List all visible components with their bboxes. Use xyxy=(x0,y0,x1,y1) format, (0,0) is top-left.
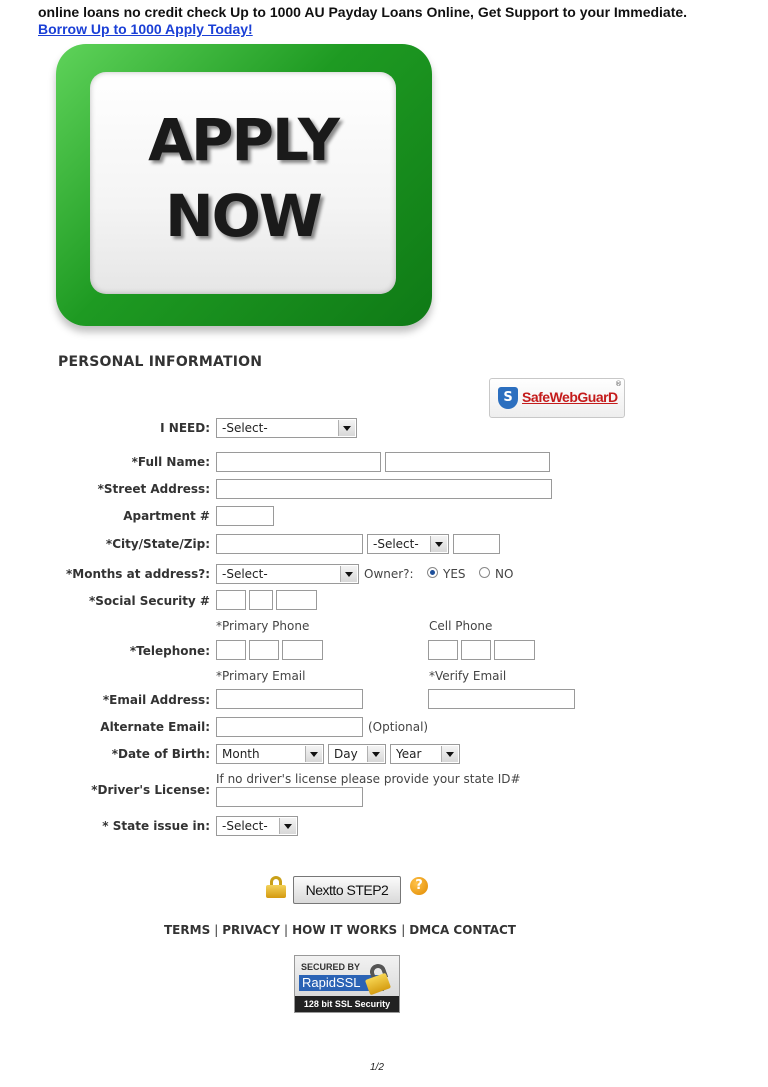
city-input[interactable] xyxy=(216,534,363,554)
dob-day-value: Day xyxy=(334,747,358,761)
page-number: 1/2 xyxy=(370,1062,384,1073)
drivers-license-label: *Driver's License: xyxy=(91,783,210,797)
apply-today-link[interactable]: Borrow Up to 1000 Apply Today! xyxy=(38,21,253,37)
dob-label: *Date of Birth: xyxy=(111,747,210,761)
apply-now-text-line1: APPLY xyxy=(148,106,338,174)
cell-phone-line-input[interactable] xyxy=(494,640,535,660)
primary-phone-line-input[interactable] xyxy=(282,640,323,660)
dob-year-select[interactable] xyxy=(390,744,460,764)
apply-now-text-line2: NOW xyxy=(165,182,321,250)
chevron-down-icon xyxy=(430,536,447,552)
ssn-part1-input[interactable] xyxy=(216,590,246,610)
ssn-part2-input[interactable] xyxy=(249,590,273,610)
need-label: I NEED: xyxy=(160,421,210,435)
alt-email-label: Alternate Email: xyxy=(100,720,210,734)
months-select-value: -Select- xyxy=(222,567,268,581)
chevron-down-icon xyxy=(441,746,458,762)
privacy-link[interactable]: PRIVACY xyxy=(222,923,281,937)
city-state-zip-label: *City/State/Zip: xyxy=(105,537,210,551)
months-select[interactable] xyxy=(216,564,359,584)
email-address-label: *Email Address: xyxy=(102,693,210,707)
apply-now-panel xyxy=(90,72,396,294)
verify-email-input[interactable] xyxy=(428,689,575,709)
dob-day-select[interactable] xyxy=(328,744,386,764)
last-name-input[interactable] xyxy=(385,452,550,472)
state-issue-select[interactable] xyxy=(216,816,298,836)
cell-phone-area-input[interactable] xyxy=(428,640,458,660)
chevron-down-icon xyxy=(279,818,296,834)
ssl-secured-by: SECURED BY xyxy=(301,962,361,972)
verify-email-label: *Verify Email xyxy=(429,669,507,683)
footer-separator: | xyxy=(214,923,219,937)
owner-yes-label: YES xyxy=(443,567,466,581)
street-label: *Street Address: xyxy=(97,482,210,496)
footer-separator: | xyxy=(284,923,289,937)
section-title: PERSONAL INFORMATION xyxy=(58,354,263,370)
ssl-brand: RapidSSL xyxy=(299,975,384,991)
dmca-contact-link[interactable]: DMCA CONTACT xyxy=(409,923,516,937)
zip-input[interactable] xyxy=(453,534,500,554)
registered-mark: ® xyxy=(615,380,622,388)
safewebguard-text: SafeWebGuarD xyxy=(522,389,618,405)
safewebguard-badge[interactable] xyxy=(489,378,625,418)
page-headline: online loans no credit check Up to 1000 AU Payday Loans Online, Get Support to your Immediate. xyxy=(38,4,688,20)
street-input[interactable] xyxy=(216,479,552,499)
state-select-value: -Select- xyxy=(373,537,419,551)
shield-icon: S xyxy=(498,387,518,409)
cell-phone-label: Cell Phone xyxy=(429,619,493,633)
owner-label: Owner?: xyxy=(364,567,414,581)
primary-phone-area-input[interactable] xyxy=(216,640,246,660)
rapidssl-badge[interactable] xyxy=(294,955,400,1013)
months-label: *Months at address?: xyxy=(66,567,210,581)
need-select-value: -Select- xyxy=(222,421,268,435)
apartment-label: Apartment # xyxy=(123,509,210,523)
drivers-license-input[interactable] xyxy=(216,787,363,807)
primary-phone-prefix-input[interactable] xyxy=(249,640,279,660)
dob-month-select[interactable] xyxy=(216,744,324,764)
optional-note: (Optional) xyxy=(368,720,429,734)
chevron-down-icon xyxy=(338,420,355,436)
owner-no-label: NO xyxy=(495,567,514,581)
chevron-down-icon xyxy=(367,746,384,762)
dob-month-value: Month xyxy=(222,747,260,761)
footer-links xyxy=(164,923,516,937)
how-it-works-link[interactable]: HOW IT WORKS xyxy=(292,923,398,937)
alt-email-input[interactable] xyxy=(216,717,363,737)
primary-email-label: *Primary Email xyxy=(216,669,306,683)
footer-separator: | xyxy=(401,923,406,937)
first-name-input[interactable] xyxy=(216,452,381,472)
owner-yes-radio[interactable] xyxy=(427,567,438,578)
full-name-label: *Full Name: xyxy=(131,455,210,469)
primary-email-input[interactable] xyxy=(216,689,363,709)
need-select[interactable] xyxy=(216,418,357,438)
apartment-input[interactable] xyxy=(216,506,274,526)
ssn-part3-input[interactable] xyxy=(276,590,317,610)
ssl-strength: 128 bit SSL Security xyxy=(295,996,399,1012)
chevron-down-icon xyxy=(340,566,357,582)
help-icon[interactable]: ? xyxy=(410,877,428,895)
chevron-down-icon xyxy=(305,746,322,762)
apply-now-banner[interactable] xyxy=(56,44,432,326)
cell-phone-prefix-input[interactable] xyxy=(461,640,491,660)
next-step-button[interactable]: Nextto STEP2 xyxy=(293,876,401,904)
state-issue-label: * State issue in: xyxy=(102,819,210,833)
dob-year-value: Year xyxy=(396,747,422,761)
padlock-icon xyxy=(365,964,391,992)
owner-no-radio[interactable] xyxy=(479,567,490,578)
primary-phone-label: *Primary Phone xyxy=(216,619,310,633)
ssn-label: *Social Security # xyxy=(88,594,210,608)
telephone-label: *Telephone: xyxy=(129,644,210,658)
dl-note: If no driver's license please provide your state ID# xyxy=(216,772,521,786)
terms-link[interactable]: TERMS xyxy=(164,923,211,937)
state-issue-value: -Select- xyxy=(222,819,268,833)
state-select[interactable] xyxy=(367,534,449,554)
lock-icon xyxy=(266,876,286,898)
